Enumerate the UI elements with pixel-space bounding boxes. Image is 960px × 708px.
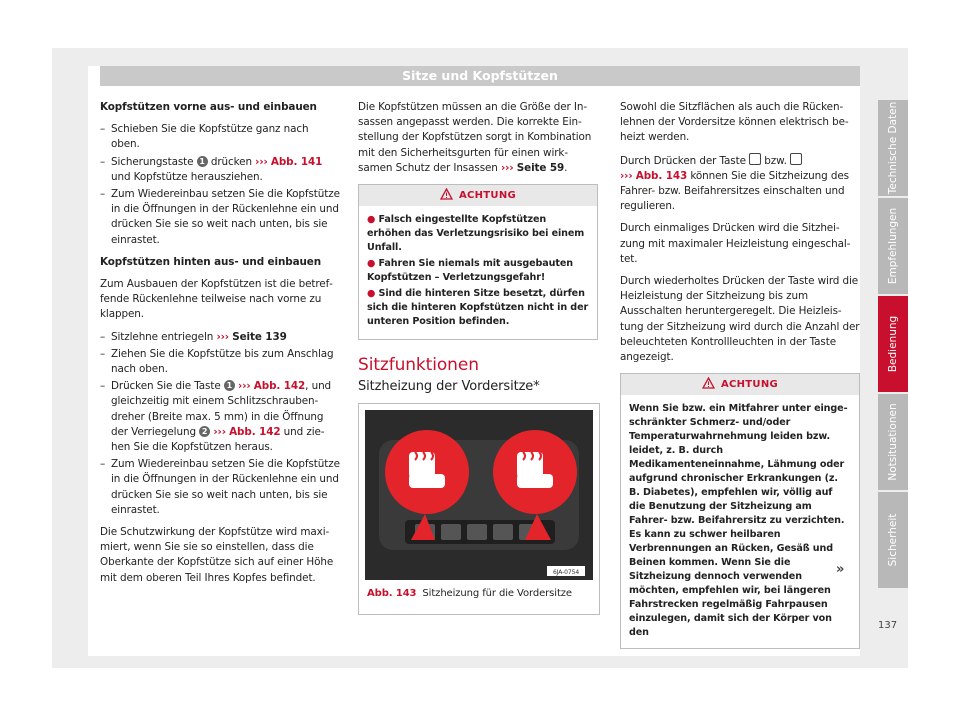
svg-text:6JA-0754: 6JA-0754 bbox=[552, 568, 580, 576]
warning-header: ACHTUNG bbox=[359, 185, 597, 206]
tab-sicherheit[interactable]: Sicherheit bbox=[878, 492, 908, 588]
warning-box bbox=[358, 184, 598, 340]
page-number: 137 bbox=[878, 620, 898, 631]
figure-link[interactable]: Abb. 142 bbox=[229, 425, 281, 438]
list-item: – Sitzlehne entriegeln ››› Seite 139 bbox=[100, 330, 340, 345]
right-seat-heat-button-icon bbox=[790, 153, 802, 165]
figure-link[interactable]: Abb. 141 bbox=[270, 155, 323, 168]
list-item: – Drücken Sie die Taste 1 ››› Abb. 142, und gleichzeitig mit einem Schlitzschraubendreher (Breite max. 5 mm) in die Öffnung der Verriegelung 2 ››› Abb. 142 und ziehen Sie die Kopfstützen heraus. bbox=[100, 379, 340, 455]
list-item: – Ziehen Sie die Kopfstütze bis zum Anschlag nach oben. bbox=[100, 347, 340, 377]
column-2 bbox=[358, 100, 598, 615]
tab-technische-daten[interactable]: Technische Daten bbox=[878, 100, 908, 196]
list-item: – Zum Wiedereinbau setzen Sie die Kopfstütze in die Öffnungen in der Rückenlehne ein und drücken Sie sie so weit nach unten, bis sie einrastet. bbox=[100, 457, 340, 518]
section-title: Sitzfunktionen bbox=[358, 355, 479, 376]
callout-number: 1 bbox=[197, 156, 208, 167]
tab-empfehlungen[interactable]: Empfehlungen bbox=[878, 198, 908, 294]
paragraph: Zum Ausbauen der Kopfstützen ist die betreffende Rückenlehne teilweise nach vorne zu klappen. bbox=[100, 278, 333, 321]
page-link[interactable]: Seite 139 bbox=[232, 330, 287, 343]
tab-bedienung[interactable]: Bedienung bbox=[878, 296, 908, 392]
warning-body bbox=[359, 206, 597, 339]
warning-body: Wenn Sie bzw. ein Mitfahrer unter eingeschränkter Schmerz- und/oder Temperaturwahrnehmung leiden bzw. leidet, z. B. durch Medikamenteneinnahme, Lähmung oder aufgrund chronischer Erkrankungen (z. B. Diabetes), empfehlen wir, völlig auf die Benutzung der Sitzheizung am Fahrer- bzw. Beifahrersitz zu verzichten. Es kann zu schwer heilbaren Verbrennungen an Rücken, Gesäß und Beinen kommen. Wenn Sie die Sitzheizung dennoch verwenden möchten, empfehlen wir, bei längeren Fahrstrecken regelmäßig Fahrpausen einzulegen, damit sich der Körper von den bbox=[629, 403, 848, 639]
tab-notsituationen[interactable]: Notsituationen bbox=[878, 394, 908, 490]
paragraph: Die Kopfstützen müssen an die Größe der Insassen angepasst werden. Die korrekte Einstellung der Kopfstützen sorgt in Kombination mit den Sicherheitsgurten für einen wirksamen Schutz der Insassen ››› Seite 59. bbox=[358, 101, 592, 174]
left-seat-heat-button-icon bbox=[749, 153, 761, 165]
warning-item: ● Falsch eingestellte Kopfstützen erhöhen das Verletzungsrisiko bei einem Unfall. bbox=[367, 214, 585, 254]
heading-rear-headrests: Kopfstützen hinten aus- und einbauen bbox=[100, 255, 322, 268]
paragraph: Sowohl die Sitzflächen als auch die Rückenlehnen der Vordersitze können elektrisch beheizt werden. bbox=[620, 101, 849, 144]
warning-box bbox=[620, 373, 860, 649]
figure-link[interactable]: Abb. 143 bbox=[635, 169, 688, 182]
warning-icon bbox=[440, 188, 453, 200]
subsection-title: Sitzheizung der Vordersitze* bbox=[358, 379, 540, 395]
heading-front-headrests: Kopfstützen vorne aus- und einbauen bbox=[100, 101, 317, 113]
continued-marker: » bbox=[836, 562, 845, 577]
warning-item: ● Fahren Sie niemals mit ausgebauten Kopfstützen – Verletzungsgefahr! bbox=[367, 258, 574, 284]
paragraph: Durch Drücken der Taste bzw. ››› Abb. 143 können Sie die Sitzheizung des Fahrer- bzw. Beifahrersitzes einschalten und regulieren. bbox=[620, 154, 849, 213]
list-item: – Sicherungstaste 1 drücken ››› Abb. 141 und Kopfstütze herausziehen. bbox=[100, 155, 340, 185]
paragraph: Durch einmaliges Drücken wird die Sitzheizung mit maximaler Heizleistung eingeschaltet. bbox=[620, 222, 851, 265]
warning-header: ACHTUNG bbox=[621, 374, 859, 395]
list-item: – Zum Wiedereinbau setzen Sie die Kopfstütze in die Öffnungen in der Rückenlehne ein und drücken Sie sie so weit nach unten, bis sie einrastet. bbox=[100, 187, 340, 248]
callout-number: 2 bbox=[199, 426, 210, 437]
column-1 bbox=[100, 100, 340, 593]
callout-number: 1 bbox=[224, 380, 235, 391]
page-header: Sitze und Kopfstützen bbox=[100, 66, 860, 86]
figure-caption: Abb. 143 Sitzheizung für die Vordersitze bbox=[367, 587, 572, 599]
paragraph: Durch wiederholtes Drücken der Taste wird die Heizleistung der Sitzheizung bis zum Ausschalten heruntergeregelt. Die Heizleistung der Sitzheizung wird durch die Anzahl der beleuchteten Kontrollleuchten in der Taste angezeigt. bbox=[620, 275, 860, 364]
seat-heating-photo bbox=[365, 410, 593, 580]
figure-seat-heating bbox=[358, 403, 600, 615]
column-3 bbox=[620, 100, 860, 659]
paragraph: Die Schutzwirkung der Kopfstütze wird maximiert, wenn Sie sie so einstellen, dass die Oberkante der Kopfstütze sich auf einer Höhe mit dem oberen Teil Ihres Kopfes befindet. bbox=[100, 526, 334, 584]
rear-steps-list bbox=[100, 330, 340, 518]
page-link[interactable]: Seite 59 bbox=[516, 161, 565, 174]
front-steps-list bbox=[100, 122, 340, 248]
list-item: – Schieben Sie die Kopfstütze ganz nach oben. bbox=[100, 122, 340, 152]
warning-item: ● Sind die hinteren Sitze besetzt, dürfen sich die hinteren Kopfstützen nicht in der unteren Position befinden. bbox=[367, 288, 589, 328]
warning-icon bbox=[702, 377, 715, 389]
figure-link[interactable]: Abb. 142 bbox=[253, 380, 306, 393]
